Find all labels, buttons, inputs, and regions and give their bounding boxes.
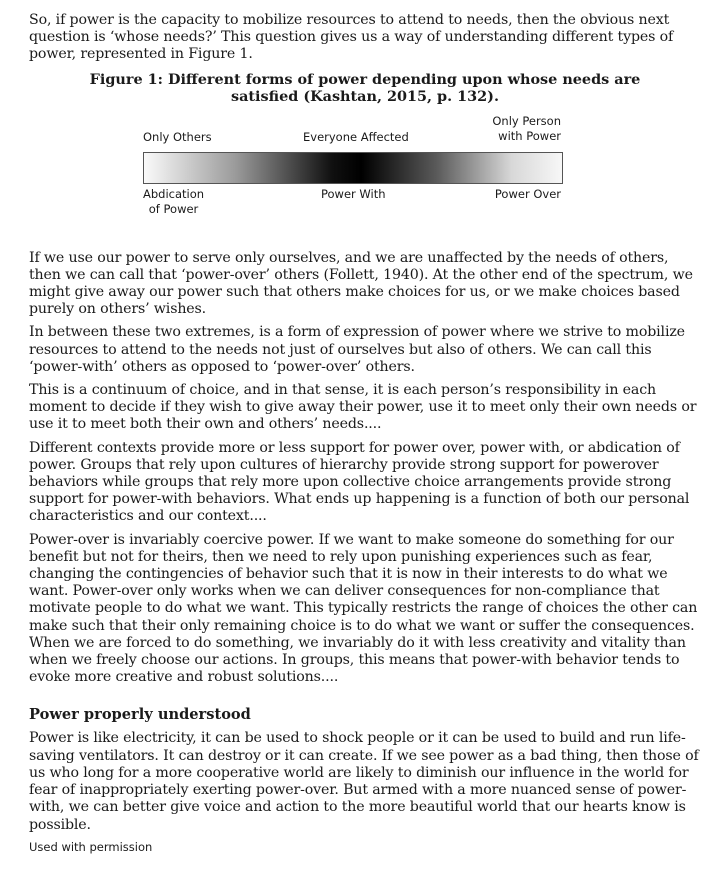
body-paragraph: If we use our power to serve only ourselves, and we are unaffected by the needs of others, then we can call that ‘power-over’ others (Follett, 1940). At the other end of the spectrum, we might give away our power such that others make choices for us, or we make choices based purely on others’ wishes. [29,249,693,318]
body-paragraph: Different contexts provide more or less support for power over, power with, or abdication of power. Groups that rely upon cultures of hierarchy provide strong support for powerover behaviors while groups that rely more upon collective choice arrangements provide strong support for power-with behaviors. What ends up happening is a function of both our personal characteristics and our context.... [29,439,690,525]
intro-paragraph: So, if power is the capacity to mobilize resources to attend to needs, then the obvious next question is ‘whose needs?’ This question gives us a way of understanding different types of power, represented in Figure 1. [29,12,674,63]
power-spectrum-figure [29,114,701,246]
label-abdication-of-power [143,187,204,217]
figure-caption: Figure 1: Different forms of power depending upon whose needs are satisfied (Kashtan, 2015, p. 132). [89,70,641,106]
label-power-over: Power Over [494,186,561,201]
label-only-person-line1: Only Person [492,113,561,128]
label-abdication-line1: Abdication [143,186,205,201]
label-abdication-line2: of Power [148,201,199,216]
gradient-bar [143,152,563,184]
label-only-person-with-power [492,114,561,144]
section-paragraph: Power is like electricity, it can be used to shock people or it can be used to build and run life-saving ventilators. It can destroy or it can create. If we see power as a bad thing, then those of us who long for a more cooperative world are likely to diminish our influence in the world for fear of inappropriately exerting power-over. But armed with a more nuanced sense of power-with, we can better give voice and action to the more beautiful world that our hearts know is possible. [29,730,699,833]
body-paragraph: Power-over is invariably coercive power. If we want to make someone do something for our benefit but not for theirs, then we need to rely upon punishing experiences such as fear, changing the contingencies of behavior such that it is now in their interests to do what we want. Power-over only works when we can deliver consequences for non-compliance that motivate people to do what we want. This typically restricts the range of choices the other can make such that their only remaining choice is to do what we want or suffer the consequences. When we are forced to do something, we invariably do it with less creativity and vitality than when we freely choose our actions. In groups, this means that power-with behavior tends to evoke more creative and robust solutions.... [29,531,698,686]
body-paragraph: In between these two extremes, is a form of expression of power where we strive to mobilize resources to attend to the needs not just of ourselves but also of others. We can call this ‘power-with’ others as opposed to ‘power-over’ others. [29,324,685,375]
label-everyone-affected: Everyone Affected [303,129,409,144]
document-page [29,12,701,855]
permission-credit: Used with permission [29,839,153,854]
body-paragraph: This is a continuum of choice, and in that sense, it is each person’s responsibility in each moment to decide if they wish to give away their power, use it to meet only their own needs or use it to meet both their own and others’ needs.... [29,382,697,433]
label-power-with: Power With [321,186,386,201]
label-only-others: Only Others [143,129,212,144]
section-heading: Power properly understood [29,706,251,724]
label-only-person-line2: with Power [498,128,561,143]
